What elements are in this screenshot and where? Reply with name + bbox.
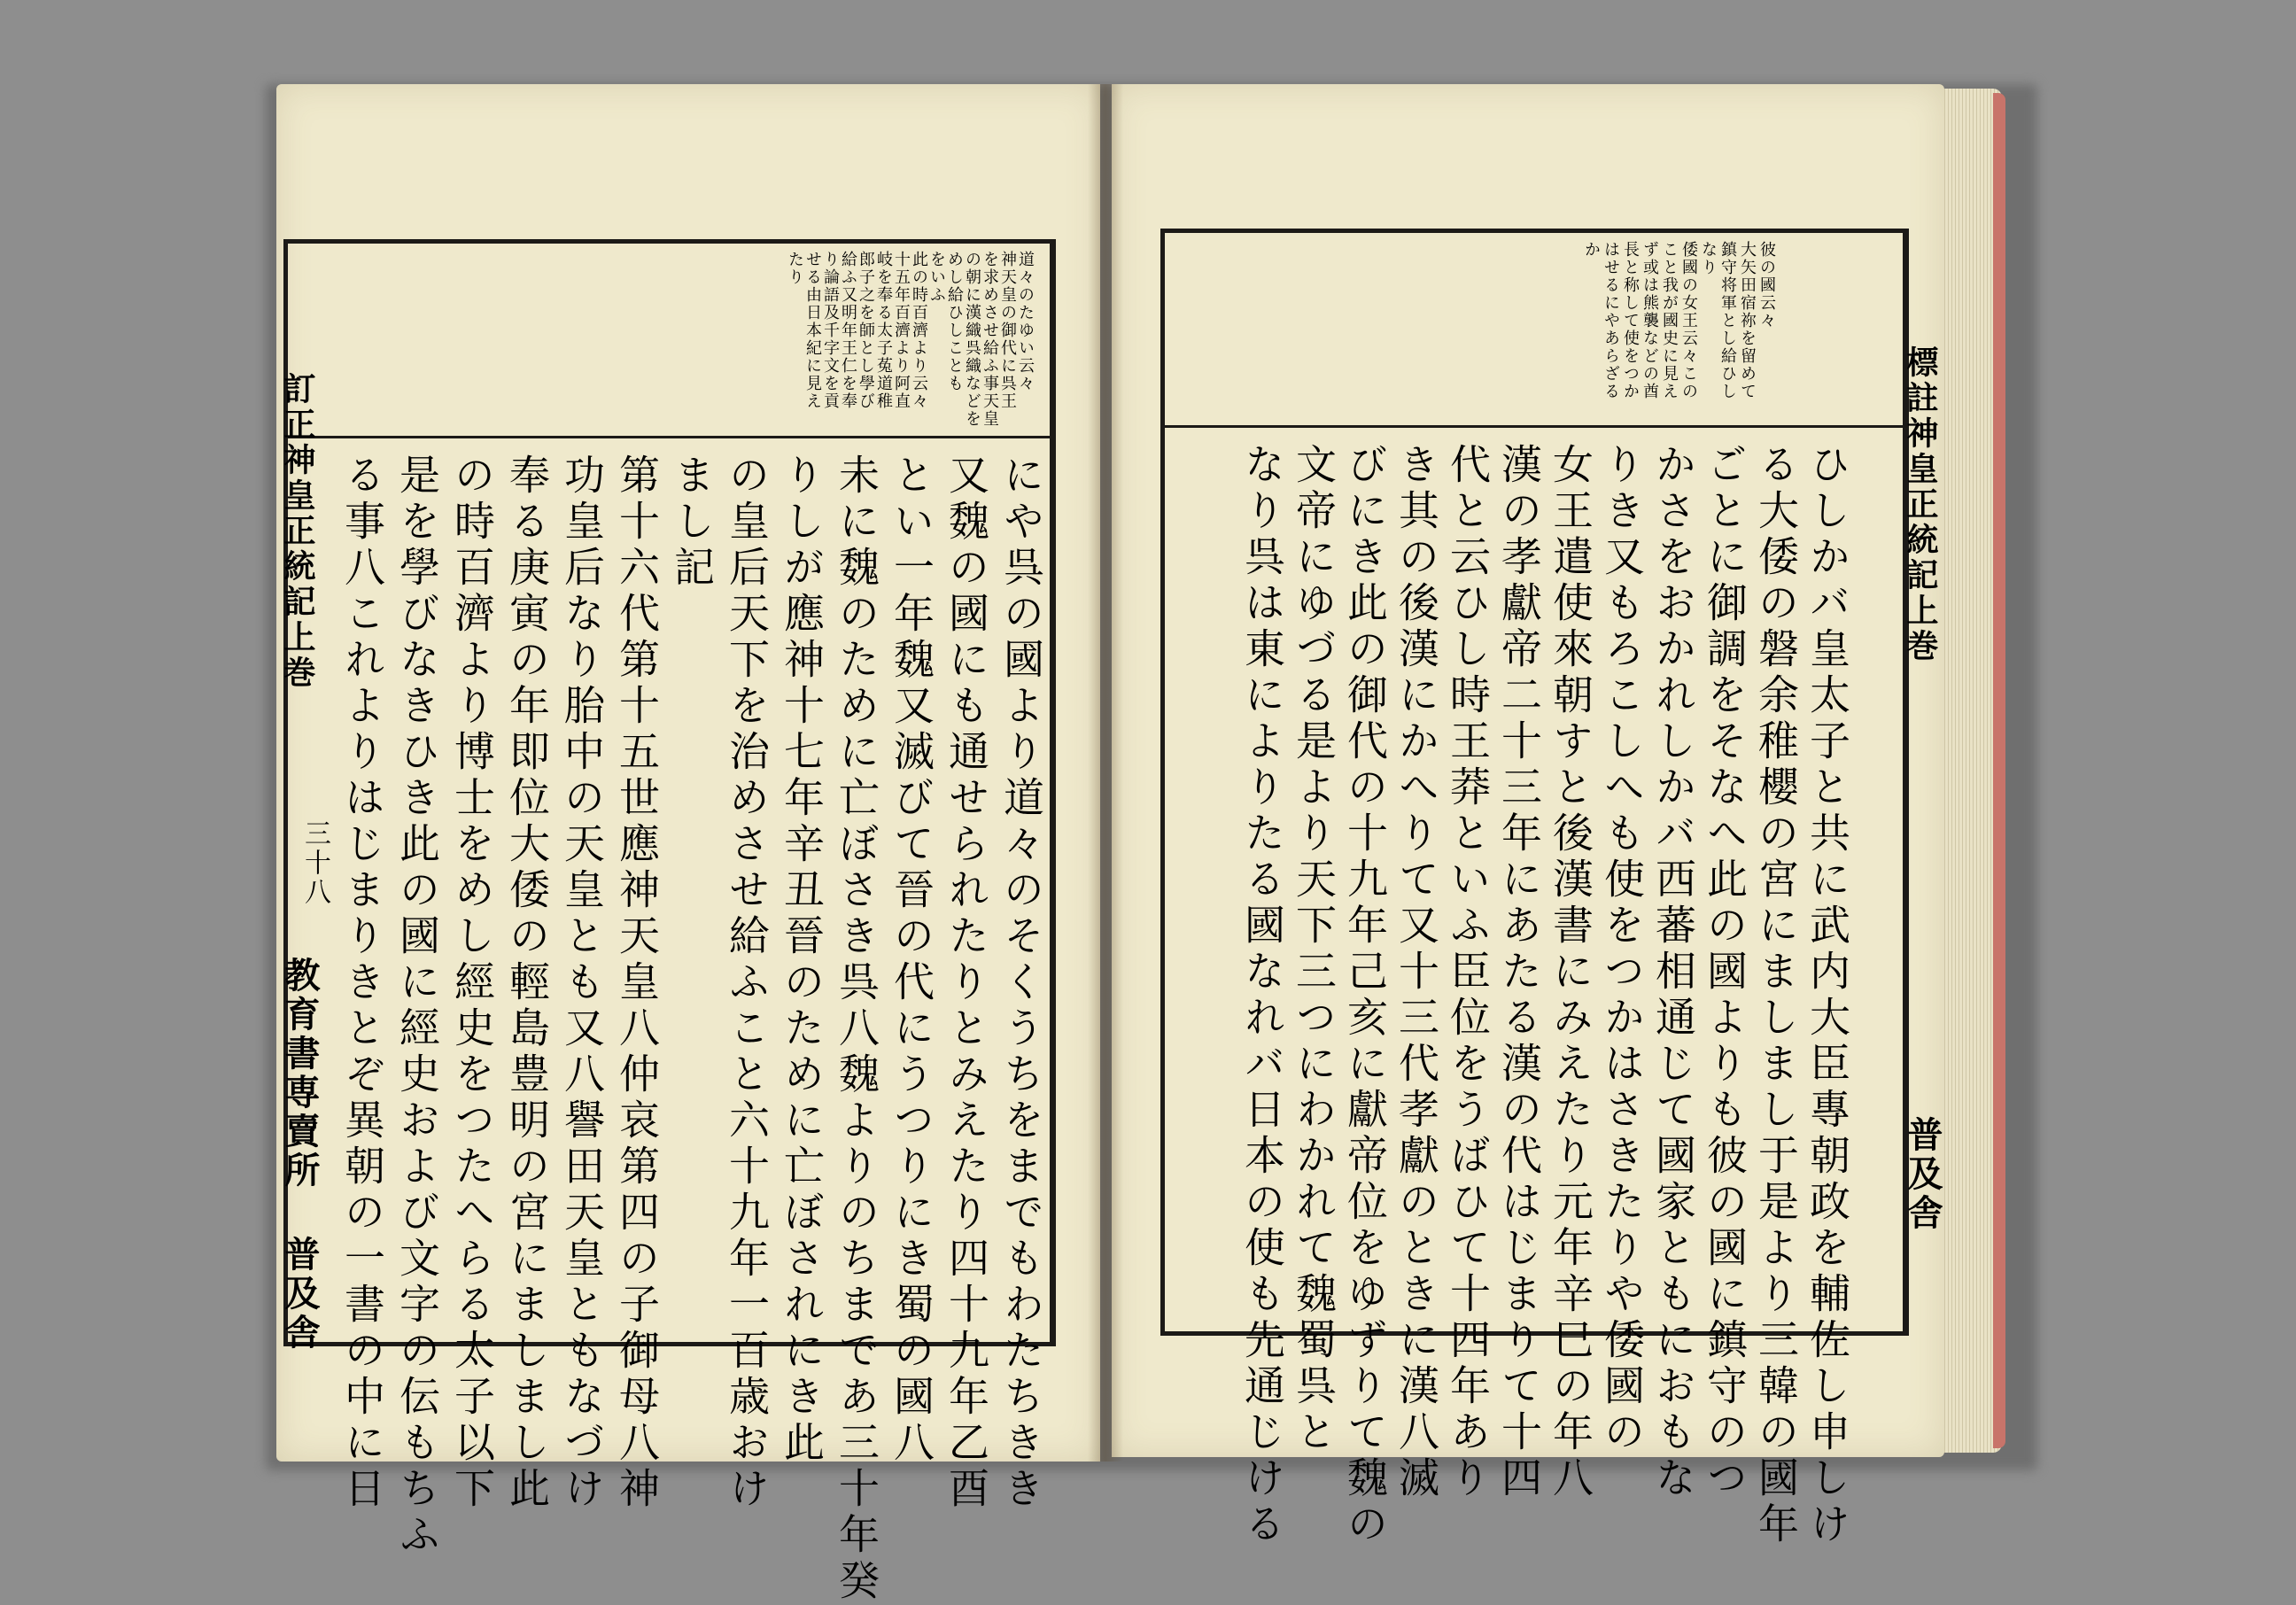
right-publisher: 普及舎 (1902, 1116, 1943, 1233)
left-head-note-14: たり (786, 251, 804, 286)
left-text-column-12: 是を學びなきひき此の國に經史および文字の伝もちふ (393, 454, 441, 1559)
left-text-column-2: 又魏の國にも通せられたりとみえたり四十九年乙酉 (942, 454, 990, 1513)
right-head-note-3: 鎮守将軍とし給ひし (1718, 241, 1737, 400)
right-head-note-1: 彼の國云々 (1757, 241, 1776, 330)
left-head-rule (283, 436, 1054, 438)
left-text-column-1: にや呉の國より道々のそくうちをまでもわたちきき (997, 454, 1045, 1513)
right-head-note-8: 長と称して使をつか (1621, 241, 1640, 400)
right-head-note-7: ず或は熊襲などの酋 (1641, 241, 1659, 400)
left-head-note-12: り論語及千字文を貢 (821, 251, 840, 410)
left-head-note-8: 十五年百濟より阿直 (892, 251, 911, 410)
right-text-column-7: 漢の孝獻帝二十三年にあたる漢の代はじまりて十四 (1495, 443, 1543, 1502)
left-text-column-6: の皇后天下を治めさせ給ふこと六十九年一百歳おけ (723, 454, 771, 1513)
right-text-column-5: りき又もろこしへも使をつかはさきたりや倭國の (1598, 443, 1646, 1456)
left-head-note-6: をいふ (927, 251, 946, 304)
left-text-column-7: まし記 (668, 454, 716, 592)
left-head-note-4: の朝に漢織呉織などを (963, 251, 981, 428)
right-text-column-11: 文帝にゆづる是より天下三つにわかれて魏蜀呉と (1290, 443, 1338, 1456)
left-head-note-13: せる由日本紀に見え (803, 251, 822, 410)
left-margin-title: 訂正神皇正統記上巻 (279, 372, 316, 691)
left-head-note-1: 道々のたゆい云々 (1016, 251, 1035, 392)
red-fore-edge (1993, 93, 2005, 1448)
right-text-column-12: なり呉は東によりたる國なれバ日本の使も先通じける (1238, 443, 1286, 1548)
left-head-note-10: 郎子之を師とし學び (857, 251, 875, 410)
left-text-column-9: 功皇后なり胎中の天皇とも又八譽田天皇ともなづけ (558, 454, 606, 1513)
left-text-column-3: とい一年魏又滅びて晉の代にうつりにき蜀の國八 (888, 454, 935, 1467)
right-text-column-9: き其の後漢にかへりて又十三代孝獻のときに漢八滅 (1392, 443, 1440, 1502)
left-text-column-4: 未に魏のために亡ぼさき呉八魏よりのちまであ三十年癸 (833, 454, 880, 1605)
left-head-note-2: 神天皇の御代に呉王 (998, 251, 1017, 410)
right-head-note-6: こと我が國史に見え (1660, 241, 1679, 400)
right-head-rule (1160, 425, 1909, 428)
left-publisher: 教育書専賣所 普及舎 (279, 957, 321, 1353)
right-head-note-10: か (1582, 241, 1601, 259)
left-text-column-5: りしが應神十七年辛丑晉のために亡ぼされにき此 (778, 454, 826, 1467)
right-text-column-1: ひしかバ皇太子と共に武内大臣專朝政を輔佐し申しけ (1803, 443, 1851, 1548)
left-text-column-8: 第十六代第十五世應神天皇八仲哀第四の子御母八神 (613, 454, 661, 1513)
right-text-column-3: ごとに御調をそなへ此の國よりも彼の國に鎮守のつ (1701, 443, 1749, 1502)
right-margin-title: 標註神皇正統記上巻 (1902, 345, 1939, 664)
left-folio: 三十八 (299, 819, 330, 907)
right-head-note-9: はせるにやあらざる (1602, 241, 1620, 400)
left-text-column-10: 奉る庚寅の年即位大倭の輕島豊明の宮にましまし此 (503, 454, 551, 1513)
left-text-column-13: る事八これよりはじまりきとぞ異朝の一書の中に日 (338, 454, 386, 1513)
right-head-note-4: なり (1699, 241, 1718, 276)
right-text-column-8: 代と云ひし時王莽といふ臣位をうばひて十四年あり (1444, 443, 1492, 1502)
left-head-note-7: 此の時百濟より云々 (910, 251, 928, 410)
left-head-note-5: めし給ひしことも (945, 251, 964, 392)
left-head-note-9: 岐を奉る太子菟道稚 (874, 251, 893, 410)
right-text-column-4: かさをおかれしかバ西蕃相通じて國家ともにおもな (1649, 443, 1697, 1502)
left-head-note-3: を求めさせ給ふ事天皇 (981, 251, 999, 428)
right-text-column-10: びにき此の御代の十九年己亥に獻帝位をゆずりて魏の (1341, 443, 1389, 1548)
left-text-column-11: の時百濟より博士をめし經史をつたへらる太子以下 (448, 454, 496, 1513)
right-head-note-5: 倭國の女王云々この (1679, 241, 1698, 400)
right-head-note-2: 大矢田宿祢を留めて (1738, 241, 1757, 400)
left-head-note-11: 給ふ又明年王仁を奉 (839, 251, 857, 410)
left-frame-edge (1052, 239, 1056, 1346)
right-text-column-6: 女王遣使來朝すと後漢書にみえたり元年辛巳の年八 (1547, 443, 1594, 1502)
book-gutter (1088, 84, 1123, 1462)
right-text-column-2: る大倭の磐余稚櫻の宮にましまし于是より三韓の國年 (1752, 443, 1800, 1548)
